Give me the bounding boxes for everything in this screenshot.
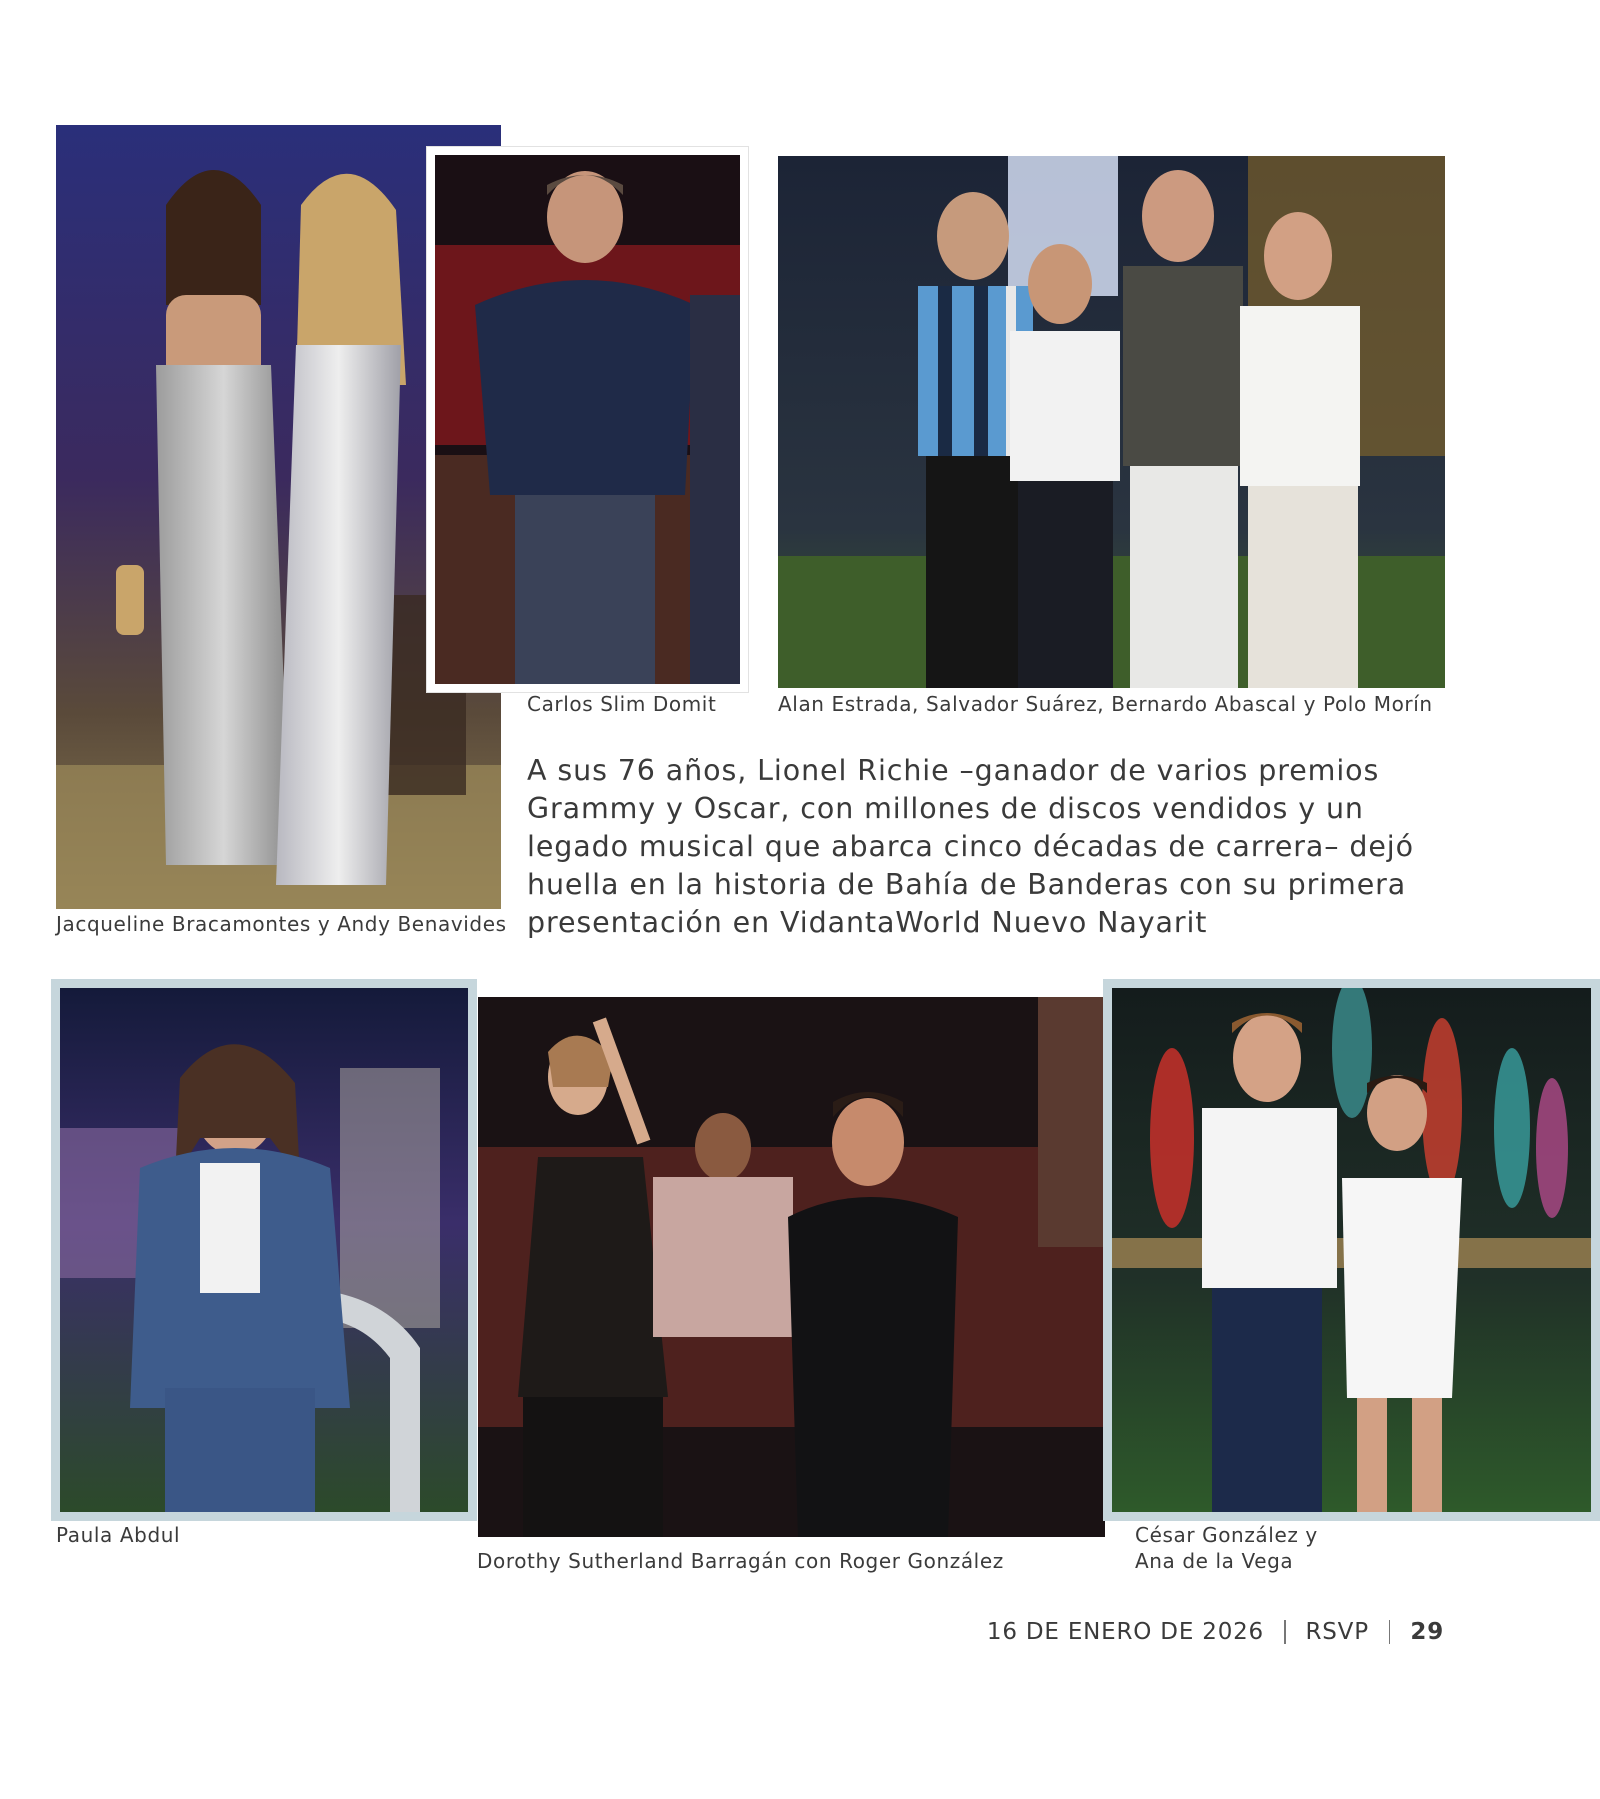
caption-paula-abdul: Paula Abdul <box>56 1523 181 1547</box>
photo-dorothy-roger <box>478 997 1105 1537</box>
caption-carlos-slim: Carlos Slim Domit <box>527 692 717 716</box>
caption-cesar-ana-line1: César González y <box>1135 1523 1318 1547</box>
photo-carlos-slim <box>427 147 748 692</box>
footer-separator <box>1284 1620 1286 1644</box>
photo-cesar-ana <box>1103 979 1600 1521</box>
caption-cesar-ana-line2: Ana de la Vega <box>1135 1549 1294 1573</box>
photo-paula-abdul <box>51 979 477 1521</box>
footer-publication: RSVP <box>1305 1619 1369 1645</box>
photo-paula-abdul-image <box>60 988 468 1512</box>
photo-carlos-slim-image <box>435 155 740 684</box>
page-number: 29 <box>1410 1619 1444 1645</box>
page-footer <box>987 1619 1444 1645</box>
footer-separator <box>1389 1620 1391 1644</box>
photo-cesar-ana-image <box>1112 988 1591 1512</box>
caption-jacqueline-andy: Jacqueline Bracamontes y Andy Benavides <box>56 912 507 936</box>
lead-paragraph: A sus 76 años, Lionel Richie –ganador de varios premios Grammy y Oscar, con millones de discos vendidos y un legado musical que abarca cinco décadas de carrera– dejó huella en la historia de Bahía de Banderas con su primera presentación en VidantaWorld Nuevo Nayarit <box>527 754 1414 939</box>
caption-alan-estrada-group: Alan Estrada, Salvador Suárez, Bernardo Abascal y Polo Morín <box>778 692 1433 716</box>
caption-cesar-ana <box>1135 1522 1318 1574</box>
photo-alan-estrada-group-image <box>778 156 1445 688</box>
footer-date: 16 DE ENERO DE 2026 <box>986 1619 1264 1645</box>
photo-dorothy-roger-image <box>478 997 1105 1537</box>
photo-alan-estrada-group <box>778 156 1445 688</box>
caption-dorothy-roger: Dorothy Sutherland Barragán con Roger González <box>477 1549 1004 1573</box>
